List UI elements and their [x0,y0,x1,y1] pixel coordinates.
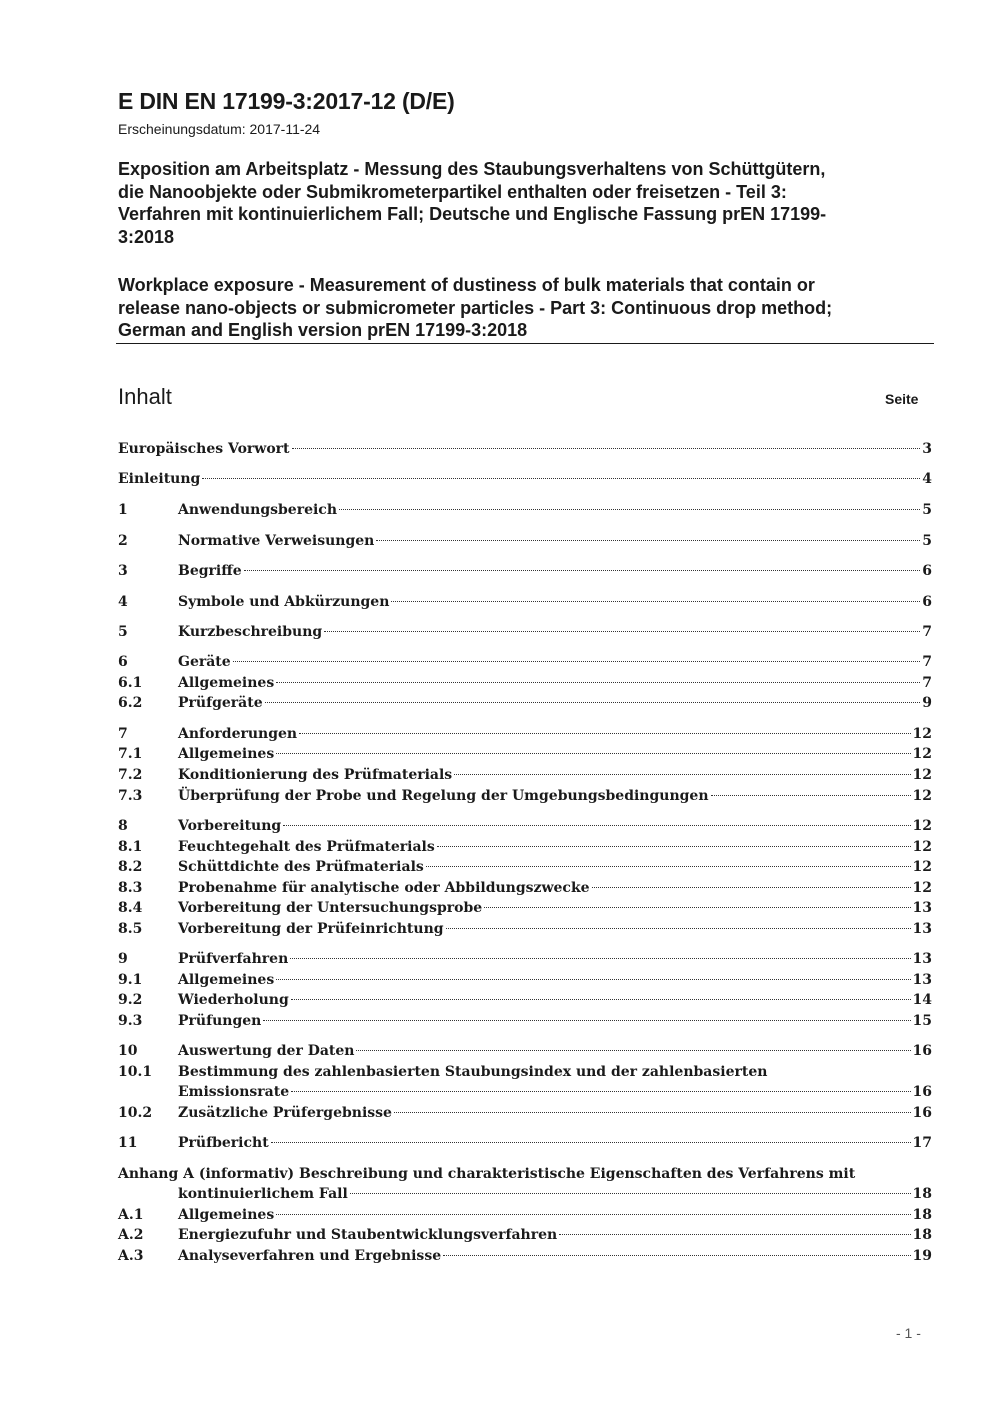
title-german-line: die Nanoobjekte oder Submikrometerpartikel enthalten oder freisetzen - Teil 3: [118,181,787,202]
toc-dot-leader [271,1142,911,1143]
toc-dot-leader [299,733,910,734]
toc-entry-page: 13 [912,921,932,937]
toc-entry-number: 9 [118,951,128,967]
toc-dot-leader [443,1255,910,1256]
toc-entry-number: A.3 [118,1248,144,1264]
title-english-line: release nano-objects or submicrometer particles - Part 3: Continuous drop method; [118,297,833,318]
toc-entry-label: Symbole und Abkürzungen [178,594,390,610]
header-divider [116,343,934,344]
toc-entry-number: 2 [118,533,128,549]
title-english [118,274,918,342]
toc-entry-label: Wiederholung [178,992,289,1008]
toc-entry-label: Anforderungen [178,726,298,742]
toc-dot-leader [711,795,911,796]
footer-page-number: - 1 - [896,1325,921,1341]
toc-dot-leader [291,1091,910,1092]
toc-entry-page: 7 [922,675,932,691]
toc-entry-page: 6 [922,594,932,610]
toc-entry-number: 1 [118,502,128,518]
toc-dot-leader [324,631,920,632]
toc-entry[interactable] [118,767,932,787]
toc-entry-number: 8.1 [118,839,143,855]
document-id: E DIN EN 17199-3:2017-12 (D/E) [118,88,455,114]
toc-dot-leader [391,601,920,602]
toc-entry[interactable] [118,900,932,920]
toc-heading: Inhalt [118,384,172,409]
toc-entry-number: 6 [118,654,128,670]
toc-entry-page: 15 [912,1013,932,1029]
toc-entry[interactable] [118,533,932,553]
toc-entry[interactable] [118,1084,932,1104]
toc-dot-leader [350,1193,911,1194]
toc-entry-page: 5 [922,502,932,518]
toc-entry-page: 4 [922,471,932,487]
title-german-line: Verfahren mit kontinuierlichem Fall; Deutsche und Englische Fassung prEN 17199- [118,204,827,224]
toc-entry[interactable] [118,788,932,808]
toc-dot-leader [426,866,911,867]
toc-dot-leader [283,825,910,826]
toc-entry-page: 12 [912,839,932,855]
toc-entry-label: Prüfbericht [178,1135,269,1151]
toc-dot-leader [376,540,920,541]
toc-entry[interactable] [118,502,932,522]
toc-entry-label: Allgemeines [178,746,275,762]
toc-entry[interactable] [118,1186,932,1206]
toc-dot-leader [276,682,920,683]
toc-entry-label: Feuchtegehalt des Prüfmaterials [178,839,435,855]
toc-entry[interactable] [118,746,932,766]
toc-entry-label: Schüttdichte des Prüfmaterials [178,859,424,875]
toc-entry-page: 12 [912,859,932,875]
toc-entry-label: Emissionsrate [178,1084,290,1100]
toc-dot-leader [276,979,910,980]
toc-entry-number: 5 [118,624,128,640]
toc-entry-label: Konditionierung des Prüfmaterials [178,767,453,783]
toc-dot-leader [291,999,911,1000]
toc-entry-page: 18 [912,1227,932,1243]
toc-entry-page: 12 [912,726,932,742]
toc-dot-leader [265,702,921,703]
toc-entry-label: Prüfungen [178,1013,262,1029]
toc-entry-number: 10.2 [118,1105,153,1121]
toc-entry-label: Bestimmung des zahlenbasierten Staubungsindex und der zahlenbasierten [178,1064,768,1080]
toc-entry-page: 6 [922,563,932,579]
toc-entry-number: 9.2 [118,992,143,1008]
toc-entry-label: Vorbereitung der Prüfeinrichtung [178,921,444,937]
toc-entry[interactable] [118,1013,932,1033]
toc-entry[interactable] [118,972,932,992]
toc-dot-leader [484,907,910,908]
toc-entry[interactable] [118,471,932,491]
toc-entry-number: 7.2 [118,767,143,783]
toc-entry-label: Vorbereitung der Untersuchungsprobe [178,900,483,916]
toc-entry-number: 11 [118,1135,138,1151]
toc-entry-number: A.2 [118,1227,144,1243]
toc-entry-number: 7 [118,726,128,742]
toc-dot-leader [202,478,920,479]
toc-entry-label: Kurzbeschreibung [178,624,323,640]
toc-entry-page: 12 [912,788,932,804]
toc-entry-number: 3 [118,563,128,579]
toc-entry-label: Allgemeines [178,1207,275,1223]
toc-entry-page: 12 [912,767,932,783]
toc-dot-leader [276,753,910,754]
toc-entry-label: Probenahme für analytische oder Abbildungszwecke [178,880,590,896]
toc-entry[interactable] [118,563,932,583]
toc-entry[interactable] [118,624,932,644]
toc-entry-page: 7 [922,654,932,670]
toc-entry[interactable] [118,675,932,695]
toc-entry[interactable] [118,1043,932,1063]
toc-entry-page: 12 [912,746,932,762]
toc-entry-page: 13 [912,951,932,967]
toc-entry-label: Zusätzliche Prüfergebnisse [178,1105,392,1121]
toc-entry[interactable] [118,818,932,838]
toc-entry-page: 12 [912,880,932,896]
toc-entry-label: Allgemeines [178,675,275,691]
toc-entry-number: 8.3 [118,880,143,896]
toc-dot-leader [437,846,911,847]
toc-entry-label: Prüfverfahren [178,951,289,967]
toc-entry-page: 14 [912,992,932,1008]
toc-dot-leader [292,448,921,449]
toc-entry-number: 8.4 [118,900,143,916]
title-german-line: 3:2018 [118,226,175,247]
toc-entry[interactable] [118,880,932,900]
toc-entry-number: 6.1 [118,675,143,691]
title-english-line: German and English version prEN 17199-3:2018 [118,320,528,340]
toc-entry-number: 7.1 [118,746,143,762]
toc-dot-leader [559,1234,910,1235]
toc-entry-label: Energiezufuhr und Staubentwicklungsverfahren [178,1227,558,1243]
toc-entry-label: Anwendungsbereich [178,502,337,518]
title-german [118,158,918,248]
toc-entry-number: 6.2 [118,695,143,711]
toc-dot-leader [394,1112,911,1113]
toc-dot-leader [446,928,911,929]
toc-entry-label: Europäisches Vorwort [118,441,290,457]
toc-entry-page: 7 [922,624,932,640]
toc-entry-page: 5 [922,533,932,549]
toc-entry[interactable] [118,1064,932,1084]
toc-entry-number: A.1 [118,1207,144,1223]
toc-entry-number: 8.2 [118,859,143,875]
toc-entry-page: 13 [912,972,932,988]
toc-entry-label: Anhang A (informativ) Beschreibung und charakteristische Eigenschaften des Verfahrens mit [118,1166,856,1182]
toc-dot-leader [454,774,910,775]
toc-entry-page: 19 [912,1248,932,1264]
toc-entry[interactable] [118,594,932,614]
toc-dot-leader [244,570,921,571]
toc-dot-leader [356,1050,910,1051]
toc-entry[interactable] [118,1166,932,1186]
toc-dot-leader [592,887,911,888]
toc-entry[interactable] [118,695,932,715]
toc-entry-page: 18 [912,1186,932,1202]
toc-entry-number: 8 [118,818,128,834]
toc-entry[interactable] [118,992,932,1012]
toc-entry-label: Geräte [178,654,231,670]
toc-dot-leader [290,958,910,959]
toc-entry-page: 3 [922,441,932,457]
toc-entry-page: 17 [912,1135,932,1151]
toc-dot-leader [339,509,920,510]
toc-entry[interactable] [118,726,932,746]
toc-entry-number: 9.3 [118,1013,143,1029]
publication-date: Erscheinungsdatum: 2017-11-24 [118,121,321,137]
toc-entry[interactable] [118,859,932,879]
toc-entry-label: Normative Verweisungen [178,533,375,549]
toc-entry-label: kontinuierlichem Fall [178,1186,348,1202]
toc-entry[interactable] [118,1248,932,1268]
toc-entry-number: 9.1 [118,972,143,988]
toc-entry-label: Überprüfung der Probe und Regelung der Umgebungsbedingungen [178,788,709,804]
toc-entry-number: 10.1 [118,1064,153,1080]
toc-entry-page: 16 [912,1105,932,1121]
toc-entry-number: 10 [118,1043,138,1059]
title-english-line: Workplace exposure - Measurement of dustiness of bulk materials that contain or [118,275,815,295]
toc-entry-label: Begriffe [178,563,242,579]
toc-dot-leader [263,1020,910,1021]
toc-entry-page: 9 [922,695,932,711]
toc-entry-page: 18 [912,1207,932,1223]
toc-entry-label: Einleitung [118,471,201,487]
toc-entry[interactable] [118,654,932,674]
toc-page-column-label: Seite [885,391,919,407]
toc-entry[interactable] [118,1207,932,1227]
toc-entry-page: 12 [912,818,932,834]
toc-entry[interactable] [118,839,932,859]
toc-entry-page: 13 [912,900,932,916]
toc-entry[interactable] [118,1105,932,1125]
title-german-line: Exposition am Arbeitsplatz - Messung des Staubungsverhaltens von Schüttgütern, [118,159,826,179]
toc-entry[interactable] [118,921,932,941]
toc-entry[interactable] [118,1135,932,1155]
toc-entry-label: Allgemeines [178,972,275,988]
toc-dot-leader [233,661,921,662]
toc-dot-leader [276,1214,910,1215]
toc-entry[interactable] [118,951,932,971]
toc-entry[interactable] [118,1227,932,1247]
toc-entry-number: 4 [118,594,128,610]
toc-entry-label: Analyseverfahren und Ergebnisse [178,1248,442,1264]
toc-entry-number: 8.5 [118,921,143,937]
toc-entry-page: 16 [912,1084,932,1100]
toc-entry[interactable] [118,441,932,461]
toc-entry-label: Vorbereitung [178,818,282,834]
toc-entry-label: Auswertung der Daten [178,1043,355,1059]
toc-entry-number: 7.3 [118,788,143,804]
toc-entry-label: Prüfgeräte [178,695,263,711]
toc-entry-page: 16 [912,1043,932,1059]
